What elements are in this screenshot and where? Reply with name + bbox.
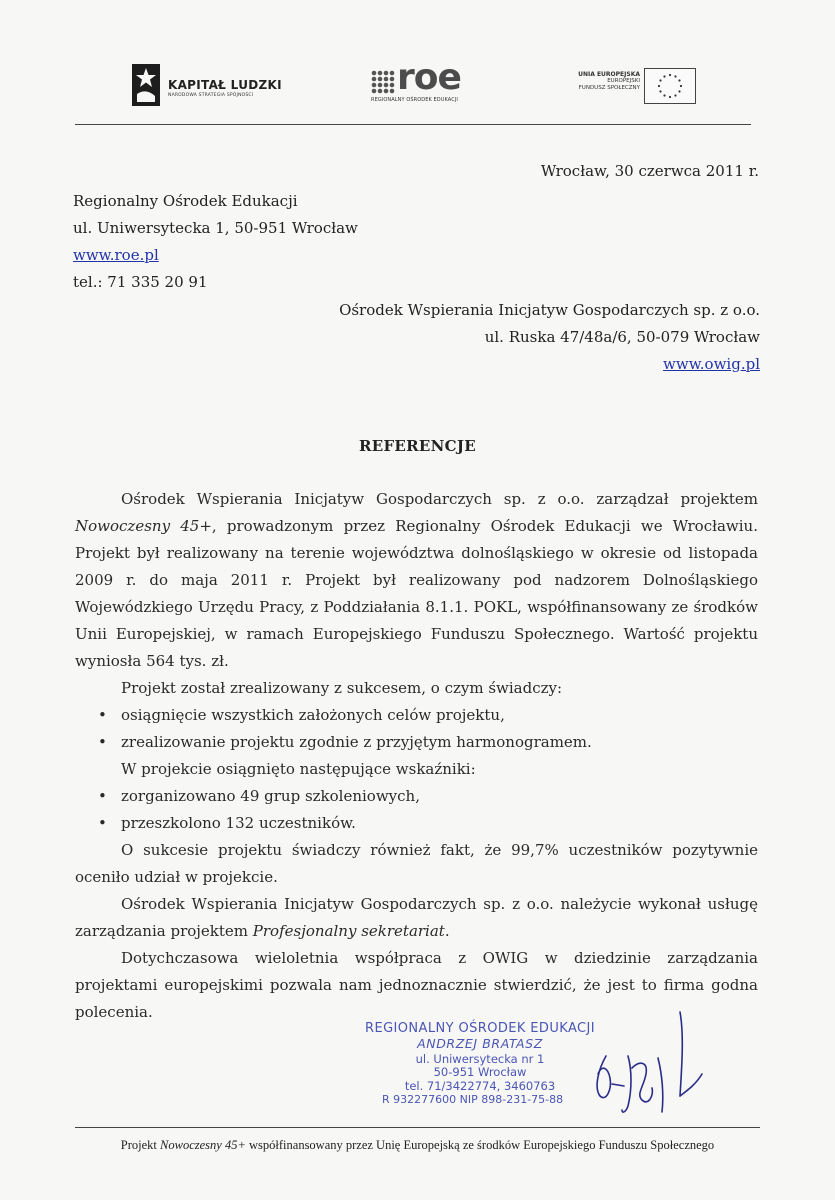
paragraph-1: [75, 486, 758, 675]
footer-divider: [75, 1127, 760, 1128]
project-name-nowoczesny: Nowoczesny 45+: [75, 517, 212, 535]
paragraph-5-text-a: Ośrodek Wspierania Inicjatyw Gospodarczych sp. z o.o. należycie wykonał usługę zarządzania projektem: [75, 895, 758, 940]
eu-logo-line3: FUNDUSZ SPOŁECZNY: [578, 85, 640, 91]
handwritten-signature: [588, 1004, 710, 1124]
recipient-block: [339, 297, 760, 378]
roe-logo: [371, 57, 481, 108]
paragraph-6: Dotychczasowa wieloletnia współpraca z OWIG w dziedzinie zarządzania projektami europejskimi pozwala nam jednoznacznie stwierdzić, że jest to firma godna polecenia.: [75, 949, 758, 1021]
sender-address: ul. Uniwersytecka 1, 50-951 Wrocław: [73, 219, 358, 237]
header-divider: [75, 124, 751, 125]
list-item: [75, 729, 758, 756]
recipient-website-link[interactable]: www.owig.pl: [663, 355, 760, 373]
eu-flag-icon: [644, 68, 696, 104]
project-name-profesjonalny: Profesjonalny sekretariat: [252, 922, 445, 940]
roe-logo-word: roe: [397, 57, 461, 98]
institution-stamp: [360, 1022, 610, 1112]
list-item: [75, 783, 758, 810]
recipient-name: Ośrodek Wspierania Inicjatyw Gospodarczych sp. z o.o.: [339, 301, 760, 319]
sender-name: Regionalny Ośrodek Edukacji: [73, 192, 298, 210]
stamp-line6: R 932277600 NIP 898-231-75-88: [382, 1093, 564, 1106]
paragraph-1-text-a: Ośrodek Wspierania Inicjatyw Gospodarczych sp. z o.o. zarządzał projektem: [121, 490, 758, 508]
letter-body: [75, 486, 758, 1026]
indicators-list: [75, 783, 758, 837]
paragraph-5-text-b: .: [444, 922, 450, 940]
bullet-icon: •: [98, 814, 107, 832]
footer-prefix: Projekt: [120, 1138, 161, 1152]
bullet-icon: •: [98, 733, 107, 751]
document-title: REFERENCJE: [358, 437, 477, 455]
paragraph-4: O sukcesie projektu świadczy również fakt, że 99,7% uczestników pozytywnie oceniło udział w projekcie.: [75, 841, 758, 886]
list-item: [75, 702, 758, 729]
paragraph-2: Projekt został zrealizowany z sukcesem, o czym świadczy:: [121, 679, 563, 697]
footer-suffix: współfinansowany przez Unię Europejską ze środków Europejskiego Funduszu Społecznego: [245, 1138, 715, 1152]
stamp-line5: tel. 71/3422774, 3460763: [404, 1079, 556, 1093]
stamp-line4: 50-951 Wrocław: [433, 1065, 527, 1079]
letter-date: Wrocław, 30 czerwca 2011 r.: [540, 162, 759, 180]
roe-logo-subtitle: REGIONALNY OŚRODEK EDUKACJI: [371, 97, 458, 103]
stamp-line3: ul. Uniwersytecka nr 1: [415, 1052, 545, 1066]
list-item: [75, 810, 758, 837]
footer-note: [0, 1138, 835, 1153]
kapital-ludzki-subtitle: NARODOWA STRATEGIA SPÓJNOŚCI: [168, 93, 254, 98]
paragraph-1-text-b: , prowadzonym przez Regionalny Ośrodek Edukacji we Wrocławiu. Projekt był realizowany na terenie województwa dolnośląskiego w okresie od listopada 2009 r. do maja 2011 r. Projekt był realizowany pod nadzorem Dolnośląskiego Wojewódzkiego Urzędu Pracy, z Poddziałania 8.1.1. POKL, współfinansowany ze środków Unii Europejskiej, w ramach Europejskiego Funduszu Społecznego. Wartość projektu wyniosła 564 tys. zł.: [75, 517, 758, 670]
kapital-ludzki-logo: [132, 64, 282, 106]
recipient-address: ul. Ruska 47/48a/6, 50-079 Wrocław: [484, 328, 760, 346]
kapital-ludzki-emblem-icon: [132, 64, 160, 106]
bullet-icon: •: [98, 787, 107, 805]
paragraph-5: [75, 891, 758, 945]
footer-project-name: Nowoczesny 45+: [160, 1138, 246, 1152]
paragraph-3: W projekcie osiągnięto następujące wskaźniki:: [121, 760, 476, 778]
eu-logo-line2: EUROPEJSKI: [607, 78, 640, 84]
bullet-icon: •: [98, 706, 107, 724]
sender-block: [73, 188, 358, 296]
list-item-text: zorganizowano 49 grup szkoleniowych,: [121, 787, 420, 805]
stamp-line1: REGIONALNY OŚRODEK EDUKACJI: [365, 1021, 595, 1036]
eu-logo: [562, 68, 698, 106]
eu-logo-text: [578, 71, 640, 92]
sender-website-link[interactable]: www.roe.pl: [73, 246, 159, 264]
sender-phone: tel.: 71 335 20 91: [73, 273, 208, 291]
list-item-text: przeszkolono 132 uczestników.: [121, 814, 356, 832]
success-list: [75, 702, 758, 756]
list-item-text: zrealizowanie projektu zgodnie z przyjętym harmonogramem.: [121, 733, 592, 751]
roe-dots-icon: [371, 70, 395, 94]
kapital-ludzki-title: KAPITAŁ LUDZKI: [168, 78, 282, 92]
eu-logo-line1: UNIA EUROPEJSKA: [578, 71, 640, 78]
list-item-text: osiągnięcie wszystkich założonych celów projektu,: [121, 706, 505, 724]
stamp-line2: ANDRZEJ BRATASZ: [417, 1036, 543, 1051]
